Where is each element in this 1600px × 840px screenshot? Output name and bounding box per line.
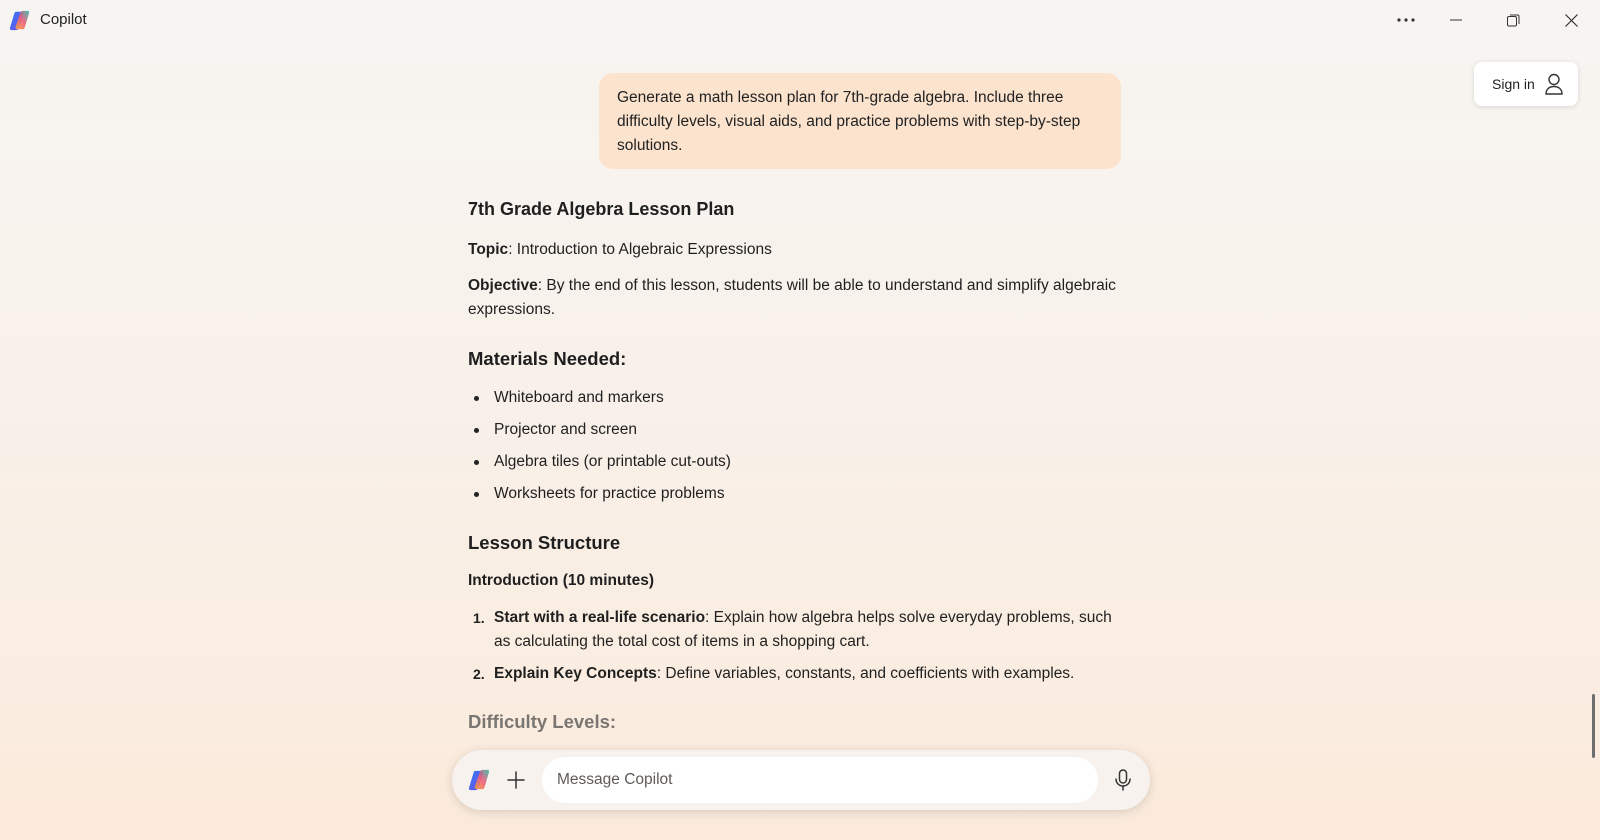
difficulty-levels-heading: Difficulty Levels:	[468, 711, 617, 732]
step-label: Explain Key Concepts	[494, 665, 657, 682]
list-item-text: Projector and screen	[494, 421, 638, 438]
scrollbar-thumb[interactable]	[1592, 694, 1595, 758]
list-item-text: Worksheets for practice problems	[494, 485, 725, 502]
more-options-button[interactable]	[1378, 0, 1434, 40]
bullet-icon	[474, 428, 479, 433]
bullet-icon	[474, 460, 479, 465]
add-attachment-button[interactable]	[503, 767, 529, 793]
close-button[interactable]	[1543, 0, 1599, 40]
topic-value: : Introduction to Algebraic Expressions	[508, 241, 772, 258]
objective-label: Objective	[468, 277, 538, 294]
minimize-icon	[1450, 19, 1462, 21]
plus-icon	[507, 771, 525, 789]
person-icon	[1544, 73, 1564, 95]
message-input[interactable]	[542, 757, 1098, 803]
copilot-logo-icon	[9, 10, 30, 31]
lesson-structure-heading: Lesson Structure	[468, 532, 621, 553]
restore-button[interactable]	[1485, 0, 1541, 40]
app-title: Copilot	[40, 11, 87, 28]
topic-line	[468, 238, 1118, 262]
response-title: 7th Grade Algebra Lesson Plan	[468, 199, 735, 219]
minimize-button[interactable]	[1428, 0, 1484, 40]
close-icon	[1565, 14, 1578, 27]
materials-heading: Materials Needed:	[468, 348, 627, 369]
step-text: : Define variables, constants, and coefficients with examples.	[656, 665, 1075, 682]
restore-icon	[1507, 14, 1520, 27]
ordered-list-item	[468, 662, 1118, 686]
more-horizontal-icon	[1397, 18, 1415, 22]
objective-value: : By the end of this lesson, students will be able to understand and simplify algebraic expressions.	[468, 277, 1116, 318]
message-composer	[452, 750, 1150, 810]
ordered-list-item	[468, 606, 1118, 656]
title-bar	[0, 0, 1600, 40]
list-number: 2.	[473, 666, 485, 682]
list-item-text: Algebra tiles (or printable cut-outs)	[494, 453, 731, 470]
objective-line	[468, 274, 1118, 322]
introduction-heading: Introduction (10 minutes)	[468, 572, 654, 589]
copilot-logo-icon[interactable]	[468, 769, 490, 791]
user-message-text: Generate a math lesson plan for 7th-grade algebra. Include three difficulty levels, visual aids, and practice problems with step-by-step solutions.	[617, 89, 1081, 154]
list-number: 1.	[473, 610, 485, 626]
microphone-icon	[1114, 769, 1132, 791]
bullet-icon	[474, 396, 479, 401]
step-label: Start with a real-life scenario	[494, 609, 706, 626]
bullet-icon	[474, 492, 479, 497]
list-item-text: Whiteboard and markers	[494, 389, 664, 406]
voice-input-button[interactable]	[1110, 767, 1136, 793]
sign-in-button[interactable]	[1474, 62, 1578, 106]
user-message-bubble	[599, 73, 1121, 169]
sign-in-label: Sign in	[1492, 76, 1535, 92]
step-text: : Explain how algebra helps solve everyday problems, such as calculating the total cost of items in a shopping cart.	[494, 609, 1112, 650]
topic-label: Topic	[468, 241, 509, 258]
